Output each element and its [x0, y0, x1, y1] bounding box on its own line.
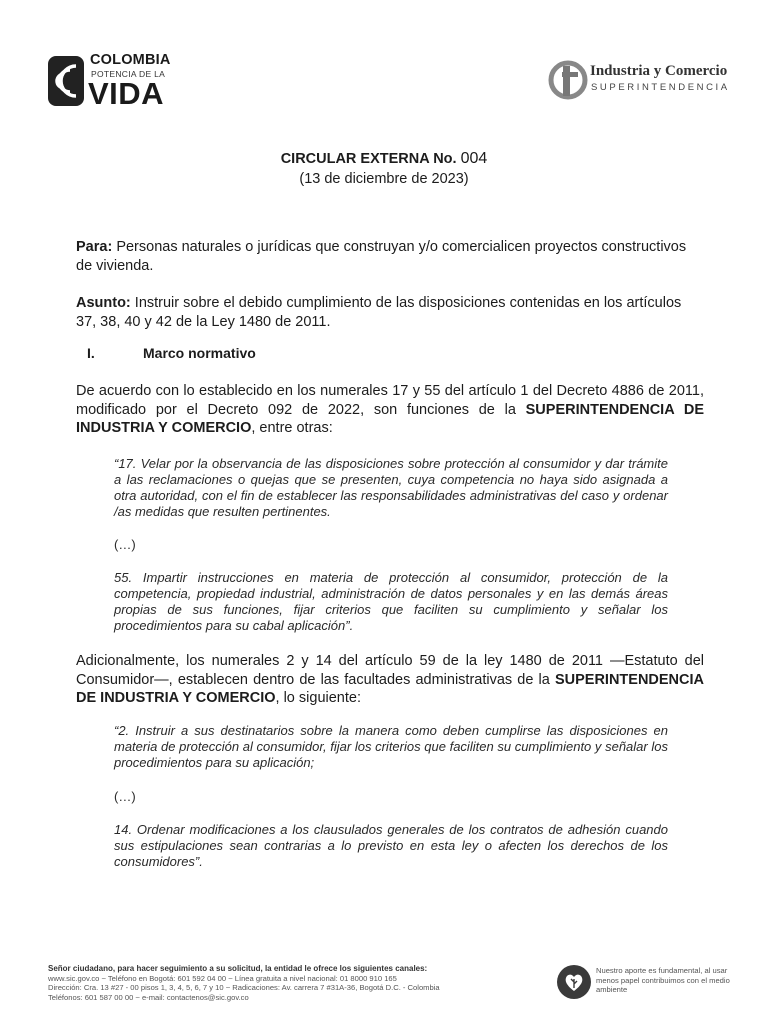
footer-line-3: Teléfonos: 601 587 00 00 ~ e-mail: contactenos@sic.gov.co	[48, 992, 249, 1002]
section-title: Marco normativo	[143, 345, 256, 361]
circular-date: (13 de diciembre de 2023)	[299, 171, 469, 187]
circular-number: 004	[460, 150, 488, 167]
quote-17: “17. Velar por la observancia de las disposiciones sobre protección al consumidor y dar trámite a las reclamaciones o quejas que se presenten, cuya competencia no haya sido asignada a otra autoridad, con el fin de establecer las responsabilidades administrativas del caso y ordenar /as medidas que resulten pertinentes.	[114, 456, 668, 519]
logo-line-vida: VIDA	[88, 76, 165, 111]
asunto-label: Asunto:	[76, 295, 131, 311]
quote-55: 55. Impartir instrucciones en materia de protección al consumidor, protección de la competencia, propiedad industrial, administración de datos personales y en las demás áreas propias de sus funciones, fijar criterios que faciliten su cumplimiento y señalar los procedimientos para su cabal aplicación”.	[114, 570, 668, 633]
quote-14: 14. Ordenar modificaciones a los clausulados generales de los contratos de adhesión cuando sus estipulaciones sean contrarias a lo previsto en esta ley o afecten los derechos de los consumidores”.	[114, 822, 668, 869]
logo-line-superintendencia: SUPERINTENDENCIA	[591, 82, 730, 93]
ellipsis-2: (…)	[114, 789, 136, 804]
logo-line-potencia: POTENCIA DE LA	[91, 69, 166, 79]
body1-bold: SUPERINTENDENCIA DE INDUSTRIA Y COMERCIO	[76, 401, 705, 436]
body1-text-b: , entre otras:	[251, 420, 333, 436]
logo-line-industria: Industria y Comercio	[590, 63, 728, 79]
para-text: Personas naturales o jurídicas que construyan y/o comercialicen proyectos constructivos de vivienda.	[76, 239, 687, 274]
asunto-text: Instruir sobre el debido cumplimiento de las disposiciones contenidas en los artículos 37, 38, 40 y 42 de la Ley 1480 de 2011.	[76, 295, 682, 330]
body2-bold: SUPERINTENDENCIA DE INDUSTRIA Y COMERCIO	[76, 671, 704, 706]
body2-text-b: , lo siguiente:	[275, 690, 361, 706]
circular-title	[0, 150, 768, 168]
logo-line-colombia: COLOMBIA	[90, 52, 171, 68]
body-paragraph-1	[76, 382, 704, 438]
colombia-potencia-de-la-vida-logo	[46, 52, 196, 111]
body1-text-a: De acuerdo con lo establecido en los numerales 17 y 55 del artículo 1 del Decreto 4886 de 2011, modificado por el Decreto 092 de 2022, son funciones de la	[76, 383, 704, 418]
sic-emblem-icon	[548, 58, 588, 102]
colombia-waves-icon	[46, 52, 88, 108]
footer-heading: Señor ciudadano, para hacer seguimiento a su solicitud, la entidad le ofrece los siguientes canales:	[48, 964, 428, 973]
body2-text-a: Adicionalmente, los numerales 2 y 14 del artículo 59 de la ley 1480 de 2011 —Estatuto del Consumidor—, establecen dentro de las facultades administrativas de la	[76, 653, 704, 688]
asunto-paragraph	[76, 294, 704, 331]
para-paragraph	[76, 238, 704, 275]
circular-label: CIRCULAR EXTERNA No.	[280, 151, 457, 167]
quote-2: “2. Instruir a sus destinatarios sobre la manera como deben cumplirse las disposiciones en materia de protección al consumidor, fijar los criterios que faciliten su cumplimiento y señalar los procedimientos para su aplicación;	[114, 723, 668, 770]
leaf-heart-icon	[556, 964, 592, 1000]
eco-message: Nuestro aporte es fundamental, al usar menos papel contribuimos con el medio ambiente	[596, 966, 730, 995]
footer-line-1: www.sic.gov.co ~ Teléfono en Bogotá: 601 592 04 00 ~ Línea gratuita a nivel nacional: 01 8000 910 165	[48, 973, 397, 983]
body-paragraph-2	[76, 652, 704, 708]
footer-line-2: Dirección: Cra. 13 #27 - 00 pisos 1, 3, 4, 5, 6, 7 y 10 ~ Radicaciones: Av. carrera 7 #31A-36, Bogotá D.C. - Colombia	[48, 983, 440, 993]
para-label: Para:	[76, 239, 113, 255]
section-number: I.	[87, 345, 95, 361]
section-heading	[87, 345, 256, 361]
ellipsis-1: (…)	[114, 537, 136, 552]
footer-contact	[48, 964, 518, 1002]
sic-logo	[548, 58, 738, 102]
